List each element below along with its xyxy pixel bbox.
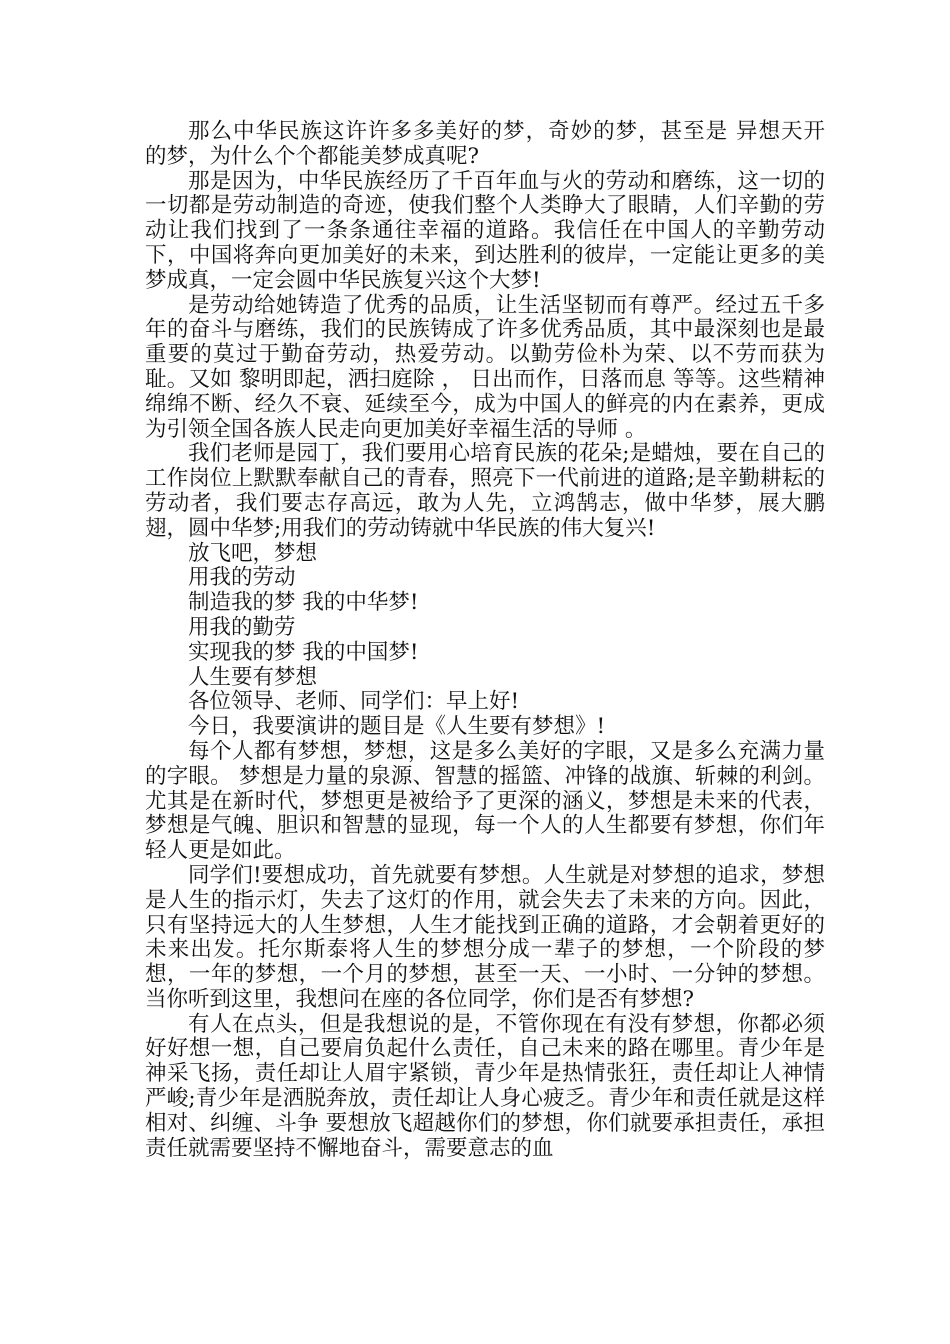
paragraph-teachers: 我们老师是园丁，我们要用心培育民族的花朵;是蜡烛，要在自己的工作岗位上默默奉献自己的青春，照亮下一代前进的道路;是辛勤耕耘的劳动者，我们要志存高远，敢为人先，立鸿鹄志，做中华梦，展大鹏翅，圆中华梦;用我们的劳动铸就中华民族的伟大复兴!	[145, 441, 825, 541]
paragraph-labor-miracle: 那是因为，中华民族经历了千百年血与火的劳动和磨练，这一切的一切都是劳动制造的奇迹，使我们整个人类睁大了眼睛，人们辛勤的劳动让我们找到了一条条通往幸福的道路。我信任在中国人的辛勤劳动下，中国将奔向更加美好的未来，到达胜利的彼岸，一定能让更多的美梦成真，一定会圆中华民族复兴这个大梦!	[145, 168, 825, 293]
paragraph-labor-quality: 是劳动给她铸造了优秀的品质，让生活坚韧而有尊严。经过五千多年的奋斗与磨练，我们的民族铸成了许多优秀品质，其中最深刻也是最重要的莫过于勤奋劳动，热爱劳动。以勤劳俭朴为荣、以不劳而获为耻。又如 黎明即起，洒扫庭除 ， 日出而作，日落而息 等等。这些精神绵绵不断、经久不衰、延续至今，成为中国人的鲜亮的内在素养，更成为引领全国各族人民走向更加美好幸福生活的导师 。	[145, 292, 825, 442]
verse-line: 用我的勤劳	[188, 614, 296, 640]
verse-line: 放飞吧，梦想	[188, 540, 318, 566]
verse-line: 制造我的梦 我的中华梦!	[188, 590, 419, 616]
verse-line: 用我的劳动	[188, 565, 296, 591]
verse-line: 实现我的梦 我的中国梦!	[188, 639, 419, 665]
document-page	[145, 120, 825, 1161]
paragraph-success-needs-dreams: 同学们!要想成功，首先就要有梦想。人生就是对梦想的追求，梦想是人生的指示灯，失去了这灯的作用，就会失去了未来的方向。因此，只有坚持远大的人生梦想，人生才能找到正确的道路，才会朝着更好的未来出发。托尔斯泰将人生的梦想分成一辈子的梦想，一个阶段的梦想，一年的梦想，一个月的梦想，甚至一天、一小时、一分钟的梦想。当你听到这里，我想问在座的各位同学，你们是否有梦想?	[145, 862, 825, 1012]
paragraph-dream-question: 那么中华民族这许许多多美好的梦，奇妙的梦，甚至是 异想天开 的梦，为什么个个都能美梦成真呢?	[145, 119, 825, 169]
paragraph-everyone-has-dreams: 每个人都有梦想，梦想，这是多么美好的字眼，又是多么充满力量的字眼。 梦想是力量的泉源、智慧的摇篮、冲锋的战旗、斩棘的利剑。尤其是在新时代，梦想更是被给予了更深的涵义，梦想是未来的代表，梦想是气魄、胆识和智慧的显现，每一个人的人生都要有梦想，你们年轻人更是如此。	[145, 738, 825, 864]
speech-title: 人生要有梦想	[188, 664, 318, 690]
speech-intro: 今日，我要演讲的题目是《人生要有梦想》!	[188, 714, 606, 740]
speech-greeting: 各位领导、老师、同学们：早上好!	[188, 689, 520, 715]
paragraph-responsibility: 有人在点头，但是我想说的是，不管你现在有没有梦想，你都必须好好想一想，自己要肩负起什么责任，自己未来的路在哪里。青少年是神采飞扬，责任却让人眉宇紧锁，青少年是热情张狂，责任却让人神情严峻;青少年是洒脱奔放，责任却让人身心疲乏。青少年和责任就是这样相对、纠缠、斗争 要想放飞超越你们的梦想，你们就要承担责任，承担责任就需要坚持不懈地奋斗，需要意志的血	[145, 1011, 825, 1161]
